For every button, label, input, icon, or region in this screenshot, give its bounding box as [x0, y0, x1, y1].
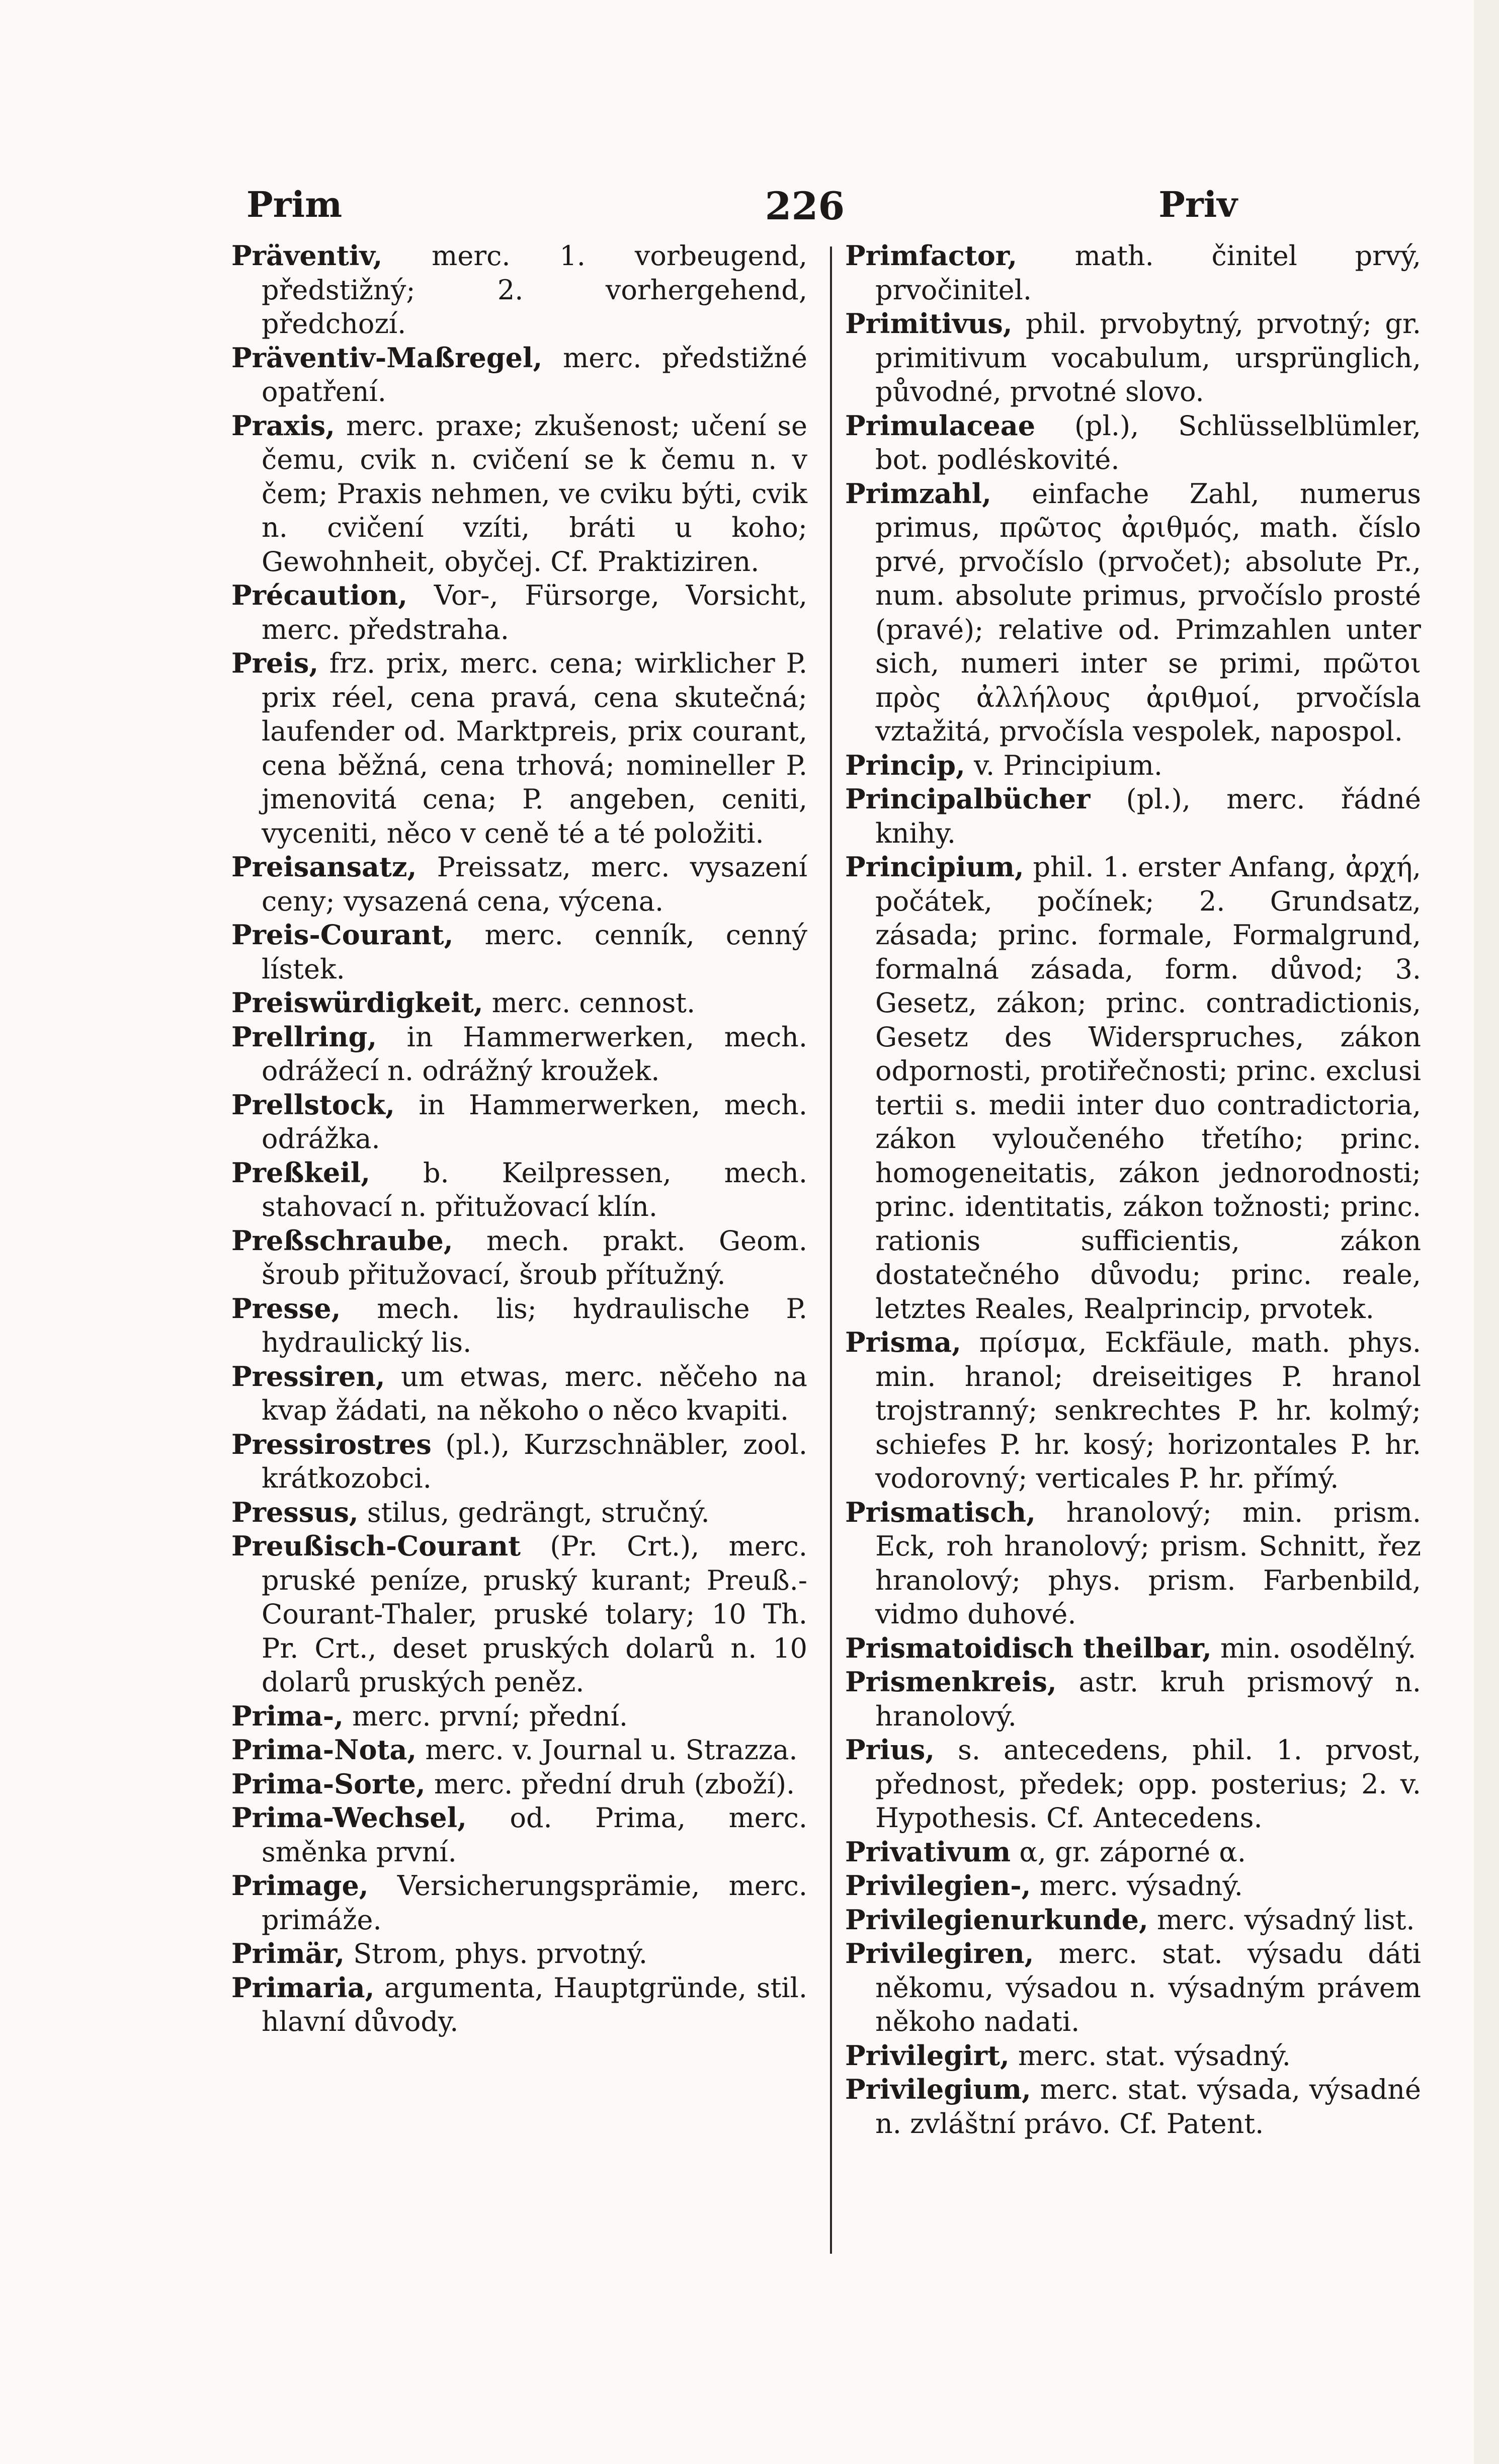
entry-headword: Prellstock, [231, 1088, 395, 1121]
entry-definition: α, gr. záporné α. [1019, 1836, 1246, 1868]
dictionary-entry [231, 986, 807, 1020]
dictionary-entry [845, 1665, 1421, 1733]
dictionary-entry [231, 579, 807, 646]
page-number: 226 [765, 184, 845, 228]
dictionary-entry [231, 1360, 807, 1428]
dictionary-entry [231, 850, 807, 918]
entry-definition: in Hammerwerken, mech. odrážecí n. odrážný kroužek. [262, 1021, 808, 1087]
dictionary-entry [231, 1292, 807, 1360]
entry-definition: merc. výsadný list. [1156, 1904, 1415, 1936]
dictionary-entry [845, 477, 1421, 749]
page-edge [1474, 0, 1499, 2464]
dictionary-entry [231, 1767, 807, 1801]
entry-headword: Privilegienurkunde, [845, 1903, 1148, 1936]
entry-headword: Privilegiren, [845, 1937, 1034, 1969]
right-column [845, 239, 1421, 2141]
entry-headword: Prima-Wechsel, [231, 1801, 467, 1834]
dictionary-entry [231, 1529, 807, 1699]
entry-definition: mech. prakt. Geom. šroub přitužovací, šroub přítužný. [262, 1224, 807, 1290]
dictionary-entry [231, 1869, 807, 1937]
entry-headword: Prismatoidisch theilbar, [845, 1631, 1212, 1664]
entry-headword: Prius, [845, 1734, 935, 1766]
dictionary-entry [845, 1869, 1421, 1903]
entry-headword: Prima-, [231, 1699, 344, 1732]
entry-headword: Prisma, [845, 1326, 961, 1358]
dictionary-entry [231, 1428, 807, 1496]
dictionary-entry [231, 239, 807, 341]
entry-headword: Privilegien-, [845, 1869, 1031, 1902]
left-column [231, 239, 807, 2039]
entry-definition: Preissatz, merc. vysazení ceny; vysazená cena, výcena. [262, 851, 807, 917]
entry-definition: od. Prima, merc. směnka první. [262, 1802, 807, 1868]
page-header [231, 184, 1237, 239]
dictionary-entry [845, 1326, 1421, 1496]
entry-headword: Princip, [845, 749, 965, 781]
entry-definition: Vor-, Fürsorge, Vorsicht, merc. předstraha. [262, 580, 808, 645]
entry-definition: merc. cenník, cenný lístek. [262, 919, 807, 985]
entry-definition: merc. stat. výsadný. [1018, 2039, 1291, 2072]
entry-definition: merc. praxe; zkušenost; učení se čemu, cvik n. cvičení se k čemu n. v čem; Praxis nehmen, ve cviku býti, cvik n. cvičení vzíti, bráti u koho; Gewohnheit, obyčej. Cf. Praktiziren. [262, 409, 808, 578]
entry-definition: (Pr. Crt.), merc. pruské peníze, pruský kurant; Preuß.-Courant-Thaler, pruské tolary; 10 Th. Pr. Crt., deset pruských dolarů n. 10 dolarů pruských peněz. [262, 1530, 808, 1698]
dictionary-entry [231, 341, 807, 409]
entry-definition: merc. cennost. [491, 987, 696, 1019]
dictionary-entry [845, 2039, 1421, 2073]
entry-headword: Primitivus, [845, 307, 1013, 340]
entry-headword: Preiswürdigkeit, [231, 987, 483, 1019]
entry-definition: (pl.), Schlüsselblümler, bot. podléskovité. [875, 409, 1422, 475]
dictionary-entry [231, 1801, 807, 1869]
entry-headword: Principium, [845, 851, 1024, 883]
dictionary-entry [845, 1903, 1421, 1937]
dictionary-entry [845, 1496, 1421, 1631]
entry-headword: Prellring, [231, 1020, 377, 1053]
dictionary-entry [231, 1224, 807, 1292]
entry-definition: merc. 1. vorbeugend, předstižný; 2. vorhergehend, předchozí. [262, 240, 808, 340]
entry-definition: b. Keilpressen, mech. stahovací n. přitužovací klín. [262, 1157, 807, 1222]
entry-definition: mech. lis; hydraulische P. hydraulický lis. [262, 1292, 808, 1358]
dictionary-entry [845, 1631, 1421, 1666]
dictionary-entry [845, 1937, 1421, 2039]
entry-definition: merc. předstižné opatření. [262, 342, 807, 407]
entry-definition: hranolový; min. prism. Eck, roh hranolový; prism. Schnitt, řez hranolový; phys. prism. Farbenbild, vidmo duhové. [875, 1496, 1422, 1630]
entry-definition: stilus, gedrängt, stručný. [367, 1496, 710, 1528]
dictionary-entry [231, 409, 807, 579]
dictionary-entry [845, 307, 1421, 409]
entry-headword: Primage, [231, 1869, 369, 1902]
entry-headword: Preisansatz, [231, 851, 417, 883]
entry-headword: Privilegirt, [845, 2039, 1010, 2072]
dictionary-entry [845, 749, 1421, 783]
entry-headword: Primzahl, [845, 477, 991, 510]
dictionary-entry [231, 1971, 807, 2039]
entry-definition: phil. prvobytný, prvotný; gr. primitivum vocabulum, ursprünglich, původné, prvotné slovo. [875, 308, 1421, 407]
dictionary-entry [231, 1699, 807, 1734]
dictionary-entry [231, 1937, 807, 1971]
entry-headword: Prismatisch, [845, 1496, 1036, 1528]
entry-headword: Prima-Nota, [231, 1734, 417, 1766]
entry-headword: Prismenkreis, [845, 1666, 1057, 1698]
dictionary-entry [845, 409, 1421, 477]
entry-definition: merc. přední druh (zboží). [434, 1768, 795, 1800]
entry-definition: astr. kruh prismový n. hranolový. [875, 1666, 1421, 1732]
entry-definition: frz. prix, merc. cena; wirklicher P. prix réel, cena pravá, cena skutečná; laufender od. Marktpreis, prix courant, cena běžná, cena trhová; nomineller P. jmenovitá cena; P. angeben, ceniti, vyceniti, něco v ceně té a té položiti. [262, 647, 807, 849]
entry-definition: (pl.), Kurzschnäbler, zool. krátkozobci. [262, 1428, 807, 1494]
dictionary-entry [231, 918, 807, 986]
entry-definition: merc. stat. výsada, výsadné n. zvláštní právo. Cf. Patent. [875, 2074, 1422, 2140]
entry-headword: Primulaceae [845, 409, 1036, 442]
entry-headword: Preußisch-Courant [231, 1530, 521, 1562]
entry-definition: math. činitel prvý, prvočinitel. [875, 240, 1421, 306]
entry-headword: Praxis, [231, 409, 335, 442]
dictionary-entry [231, 646, 807, 850]
dictionary-entry [845, 782, 1421, 850]
entry-headword: Preßkeil, [231, 1156, 371, 1189]
entry-headword: Pressirostres [231, 1428, 432, 1460]
entry-definition: um etwas, merc. něčeho na kvap žádati, na někoho o něco kvapiti. [262, 1360, 807, 1426]
dictionary-entry [845, 1835, 1421, 1869]
entry-headword: Presse, [231, 1292, 341, 1325]
entry-headword: Präventiv, [231, 239, 383, 272]
dictionary-entry [231, 1733, 807, 1767]
dictionary-entry [845, 850, 1421, 1326]
entry-definition: merc. první; přední. [352, 1700, 628, 1732]
dictionary-entry [845, 239, 1421, 307]
dictionary-entry [231, 1496, 807, 1530]
entry-headword: Preis-Courant, [231, 919, 454, 951]
dictionary-entry [845, 2073, 1421, 2141]
entry-headword: Précaution, [231, 579, 408, 611]
entry-headword: Präventiv-Maßregel, [231, 341, 543, 374]
column-divider [830, 247, 832, 2254]
entry-headword: Primär, [231, 1937, 345, 1969]
entry-headword: Preis, [231, 647, 319, 679]
dictionary-entry [231, 1020, 807, 1088]
entry-definition: merc. výsadný. [1039, 1870, 1243, 1902]
entry-definition: in Hammerwerken, mech. odrážka. [262, 1089, 808, 1155]
entry-headword: Primaria, [231, 1971, 375, 2004]
entry-headword: Pressiren, [231, 1360, 385, 1392]
entry-definition: πρίσμα, Eckfäule, math. phys. min. hranol; dreiseitiges P. hranol trojstranný; senkrechtes P. hr. kolmý; schiefes P. hr. kosý; horizontales P. hr. vodorovný; verticales P. hr. přímý. [875, 1327, 1422, 1494]
entry-definition: v. Principium. [973, 749, 1163, 781]
entry-definition: einfache Zahl, numerus primus, πρῶτος ἀριθμός, math. číslo prvé, prvočíslo (prvočet); absolute Pr., num. absolute primus, prvočíslo prosté (pravé); relative od. Primzahlen unter sich, numeri inter se primi, πρῶτοι πρὸς ἀλλήλους ἀριθμοί, prvočísla vztažitá, prvočísla vespolek, napospol. [875, 477, 1421, 747]
entry-headword: Privativum [845, 1835, 1011, 1868]
header-left-guideword: Prim [246, 184, 343, 225]
entry-definition: merc. v. Journal u. Strazza. [425, 1734, 798, 1766]
entry-headword: Preßschraube, [231, 1224, 453, 1257]
entry-definition: (pl.), merc. řádné knihy. [875, 783, 1421, 849]
entry-headword: Prima-Sorte, [231, 1767, 426, 1800]
dictionary-entry [231, 1156, 807, 1224]
entry-definition: phil. 1. erster Anfang, ἀρχή, počátek, počínek; 2. Grundsatz, zásada; princ. formale, Formalgrund, formalná zásada, form. důvod; 3. Gesetz, zákon; princ. contradictionis, Gesetz des Widerspruches, zákon odpornosti, protiřečnosti; princ. exclusi tertii s. medii inter duo contradictoria, zákon vyloučeného třetího; princ. homogeneitatis, zákon jednorodnosti; princ. identitatis, zákon tožnosti; princ. rationis sufficientis, zákon dostatečného důvodu; princ. reale, letztes Reales, Realprincip, prvotek. [875, 851, 1422, 1325]
entry-definition: Strom, phys. prvotný. [353, 1938, 648, 1969]
entry-definition: merc. stat. výsadu dáti někomu, výsadou n. výsadným právem někoho nadati. [875, 1938, 1421, 2037]
entry-definition: argumenta, Hauptgründe, stil. hlavní důvody. [262, 1972, 807, 2037]
header-right-guideword: Priv [1158, 184, 1237, 225]
entry-definition: Versicherungsprämie, merc. primáže. [262, 1870, 807, 1936]
dictionary-entry [845, 1733, 1421, 1835]
entry-definition: s. antecedens, phil. 1. prvost, přednost, předek; opp. posterius; 2. v. Hypothesis. Cf. Antecedens. [875, 1734, 1421, 1834]
dictionary-entry [231, 1088, 807, 1156]
entry-headword: Pressus, [231, 1496, 359, 1528]
entry-headword: Privilegium, [845, 2073, 1031, 2105]
entry-headword: Principalbücher [845, 783, 1091, 815]
entry-headword: Primfactor, [845, 239, 1018, 272]
entry-definition: min. osodělný. [1220, 1632, 1417, 1664]
